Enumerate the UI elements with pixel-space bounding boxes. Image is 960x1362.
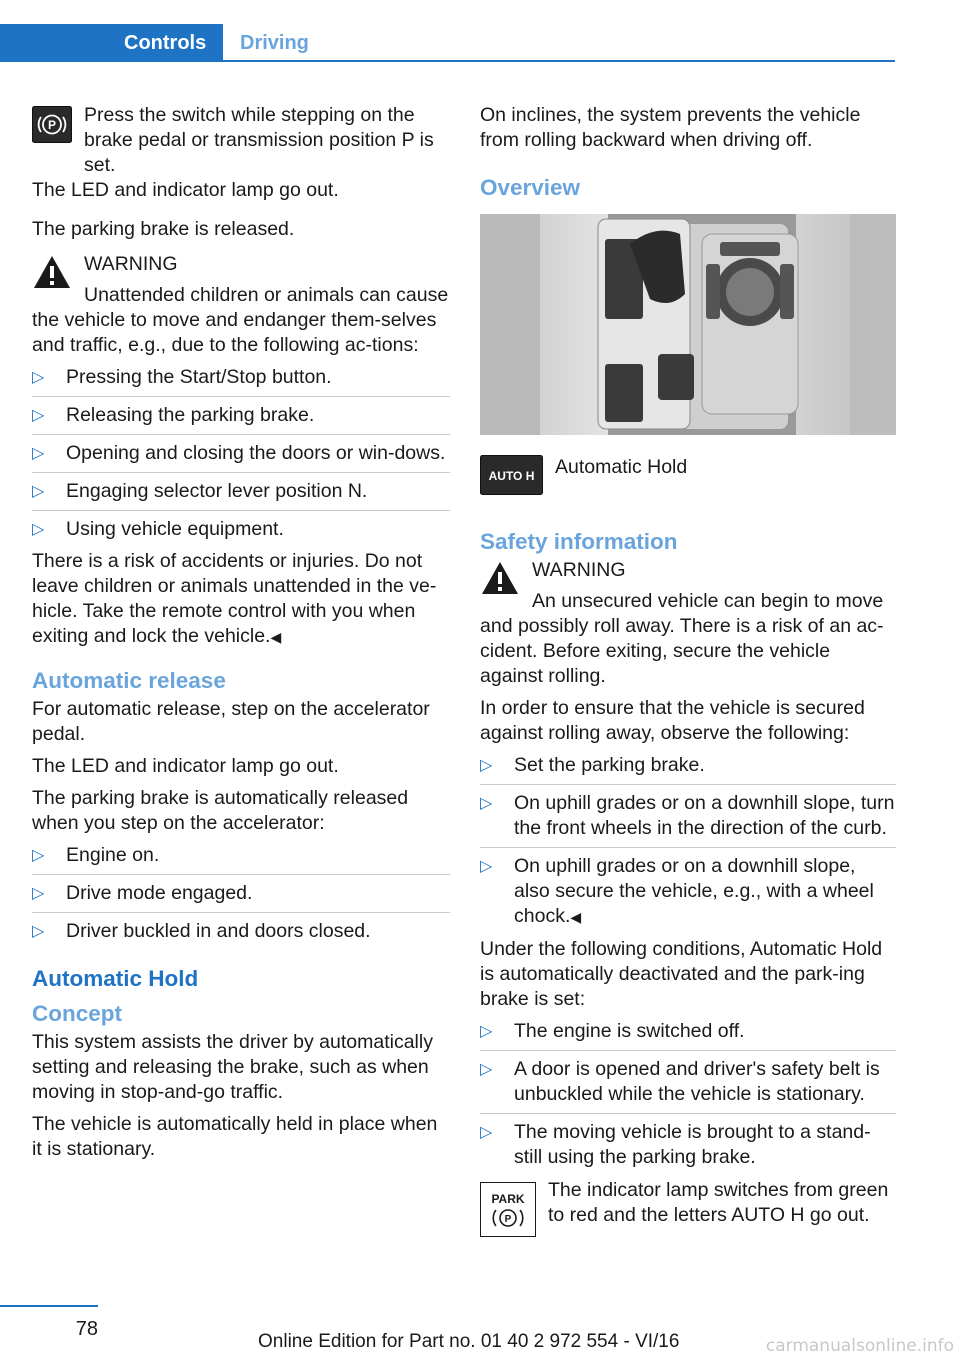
online-edition-text: Online Edition for Part no. 01 40 2 972 554 - VI/16	[258, 1331, 680, 1352]
heading-overview: Overview	[480, 175, 581, 200]
end-mark-icon: ◀	[570, 909, 582, 925]
triangle-bullet-icon: ▷	[32, 483, 45, 500]
safety-intro-text: In order to ensure that the vehicle is secured against rolling away, observe the following:	[480, 697, 865, 744]
list-item: ▷ On uphill grades or on a downhill slope, also secure the vehicle, e.g., with a wheel chock.◀	[480, 855, 874, 927]
list-item: ▷ Driver buckled in and doors closed.	[32, 920, 371, 942]
park-icon-label: PARK	[491, 1192, 525, 1206]
auto-release-text-3: The parking brake is automatically released when you step on the accelerator:	[32, 787, 409, 834]
parking-brake-release-instruction	[32, 103, 450, 178]
deactivation-conditions-list	[480, 1019, 896, 1170]
warning-title: WARNING	[532, 559, 626, 581]
led-off-text: The LED and indicator lamp go out.	[32, 179, 339, 201]
safety-measures-list	[480, 753, 896, 930]
auto-release-text-2: The LED and indicator lamp go out.	[32, 755, 339, 777]
list-item: ▷ Using vehicle equipment.	[32, 518, 284, 540]
right-column	[480, 103, 896, 1244]
warning-conclusion: There is a risk of accidents or injuries. Do not leave children or animals unattended in the ve-hicle. Take the remote control with you when exiting and lock the vehicle.◀	[32, 550, 437, 647]
warning-triangle-icon	[32, 254, 72, 297]
list-item: ▷ The engine is switched off.	[480, 1019, 896, 1051]
triangle-bullet-icon: ▷	[32, 885, 45, 902]
brake-released-text: The parking brake is released.	[32, 218, 295, 240]
triangle-bullet-icon: ▷	[32, 847, 45, 864]
park-indicator-caption: The indicator lamp switches from green to red and the letters AUTO H go out.	[548, 1179, 889, 1226]
list-item: ▷ A door is opened and driver's safety belt is unbuckled while the vehicle is stationary.	[480, 1057, 896, 1114]
triangle-bullet-icon: ▷	[480, 757, 493, 774]
footer-rule	[0, 1305, 98, 1307]
triangle-bullet-icon: ▷	[480, 858, 493, 875]
list-item: ▷ Opening and closing the doors or win-dows.	[32, 441, 450, 473]
warning-unsecured-vehicle	[480, 558, 896, 689]
warning-triangle-icon	[480, 560, 520, 603]
triangle-bullet-icon: ▷	[480, 1023, 493, 1040]
heading-concept: Concept	[32, 1001, 122, 1026]
heading-automatic-hold: Automatic Hold	[32, 966, 199, 991]
triangle-bullet-icon: ▷	[32, 521, 45, 538]
list-item: ▷ Engaging selector lever position N.	[32, 479, 450, 511]
instruction-text: Press the switch while stepping on the brake pedal or transmission position P is set.	[84, 104, 434, 176]
list-item: ▷ Pressing the Start/Stop button.	[32, 365, 450, 397]
auto-hold-icon-label: AUTO H	[488, 469, 535, 483]
auto-hold-button-icon	[480, 455, 543, 502]
watermark: carmanualsonline.info	[765, 1336, 954, 1356]
heading-safety-information: Safety information	[480, 529, 678, 554]
svg-text:P: P	[47, 118, 57, 132]
tab-controls[interactable]: Controls	[0, 24, 223, 62]
triangle-bullet-icon: ▷	[32, 445, 45, 462]
triangle-bullet-icon: ▷	[32, 407, 45, 424]
triangle-bullet-icon: ▷	[32, 923, 45, 940]
triangle-bullet-icon: ▷	[480, 795, 493, 812]
heading-automatic-release: Automatic release	[32, 668, 226, 693]
auto-hold-caption: Automatic Hold	[555, 456, 688, 478]
tab-driving[interactable]: Driving	[240, 32, 309, 54]
warning-text: An unsecured vehicle can begin to move and possibly roll away. There is a risk of an ac-cident. Before exiting, secure the vehicle against rolling.	[480, 590, 884, 687]
svg-text:P: P	[504, 1214, 512, 1225]
concept-text-2: The vehicle is automatically held in place when it is stationary.	[32, 1113, 438, 1160]
list-item: ▷ On uphill grades or on a downhill slope, turn the front wheels in the direction of the curb.	[480, 791, 896, 848]
warning-text: Unattended children or animals can cause the vehicle to move and endanger them-selves and traffic, e.g., due to the following ac-tions:	[32, 284, 449, 356]
warning-title: WARNING	[84, 253, 178, 275]
deactivation-intro-text: Under the following conditions, Automatic Hold is automatically deactivated and the park-ing brake is set:	[480, 938, 883, 1010]
left-column	[32, 103, 450, 1169]
page-header	[0, 24, 895, 62]
park-indicator-row	[480, 1178, 896, 1228]
concept-text-1: This system assists the driver by automatically setting and releasing the brake, such as when moving in stop-and-go traffic.	[32, 1031, 433, 1103]
warning-actions-list	[32, 365, 450, 542]
list-item: ▷ Set the parking brake.	[480, 753, 896, 785]
console-photo	[480, 214, 896, 435]
list-item: ▷ The moving vehicle is brought to a stand-still using the parking brake.	[480, 1121, 871, 1168]
list-item: ▷ Engine on.	[32, 843, 450, 875]
list-item: ▷ Releasing the parking brake.	[32, 403, 450, 435]
end-mark-icon: ◀	[270, 629, 282, 645]
parking-brake-switch-icon	[32, 106, 72, 150]
triangle-bullet-icon: ▷	[480, 1124, 493, 1141]
park-indicator-icon	[480, 1182, 536, 1244]
warning-unattended	[32, 252, 450, 358]
auto-hold-button-row	[480, 455, 896, 503]
incline-text: On inclines, the system prevents the vehicle from rolling backward when driving off.	[480, 104, 861, 151]
page-number: 78	[75, 1318, 98, 1340]
triangle-bullet-icon: ▷	[480, 1061, 493, 1078]
triangle-bullet-icon: ▷	[32, 369, 45, 386]
list-item: ▷ Drive mode engaged.	[32, 881, 450, 913]
auto-release-text-1: For automatic release, step on the accelerator pedal.	[32, 698, 430, 745]
auto-release-conditions-list	[32, 843, 450, 944]
